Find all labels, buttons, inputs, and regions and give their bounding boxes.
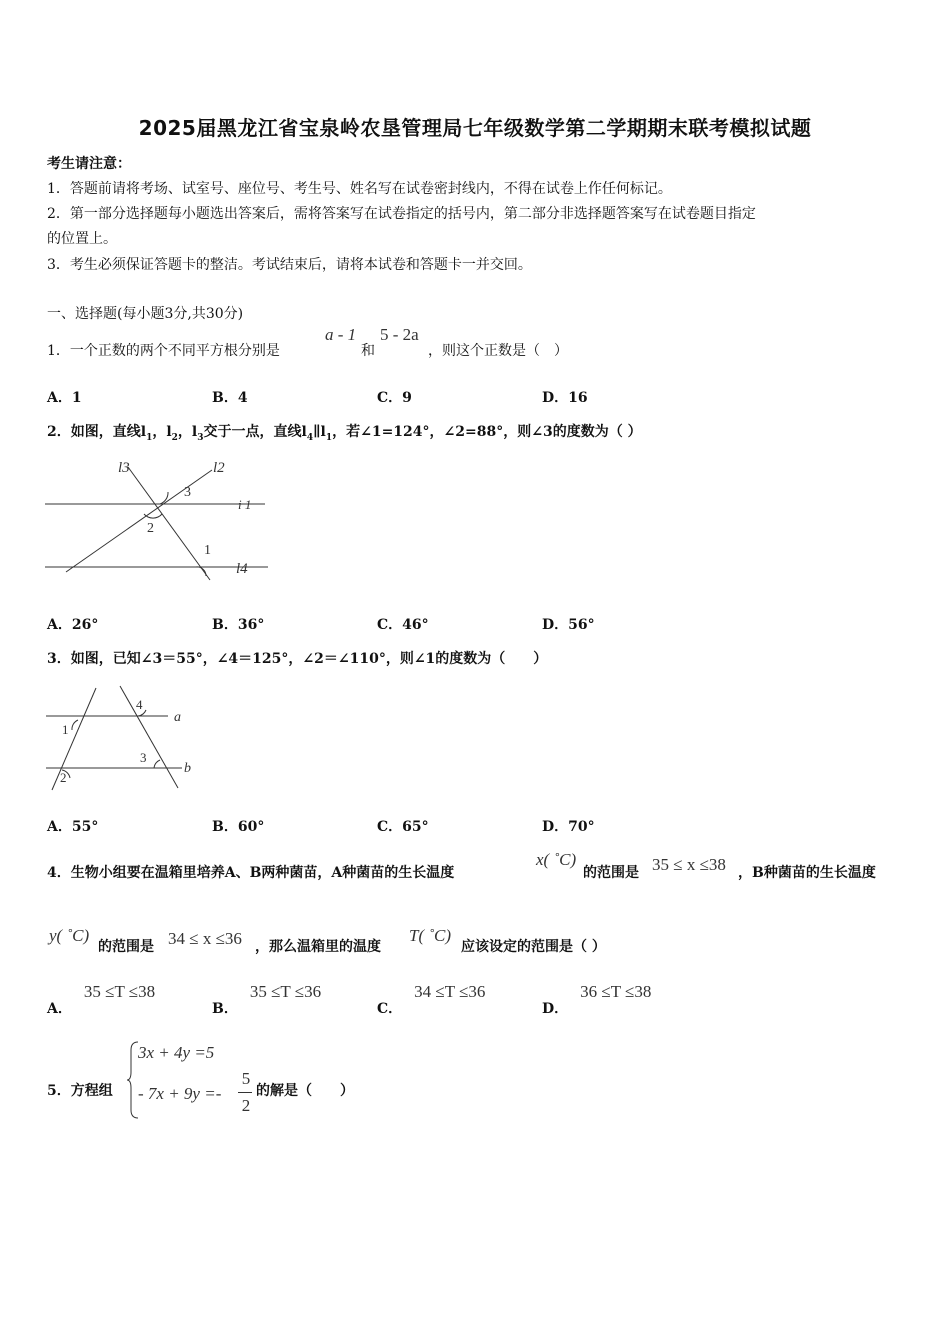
q4-math-x: x( ˚C) xyxy=(536,850,577,869)
angle-1-arc xyxy=(196,567,206,576)
q4-option-a[interactable] xyxy=(47,982,156,1017)
section-heading: 一、选择题(每小题3分,共30分) xyxy=(47,306,244,322)
label-angle-3: 3 xyxy=(140,750,147,765)
notice-item-2-cont: 的位置上。 xyxy=(47,231,117,247)
option-label: C． xyxy=(377,617,403,633)
option-label: A． xyxy=(47,819,72,835)
option-value: 56° xyxy=(568,617,595,633)
q5-fraction-bar xyxy=(238,1092,252,1093)
label-l4: l4 xyxy=(236,561,248,577)
option-value: 35 ≤T ≤36 xyxy=(249,982,322,1001)
q2-stem: 2．如图，直线$l_1$，$l_2$，$l_3$交于一点，直线$l_4\parallel l_1$，若∠1=124°，∠2=88°，则∠3的度数为（ ） xyxy=(47,424,642,443)
q1-stem-suffix: ，则这个正数是（ ） xyxy=(428,343,568,359)
label-angle-4: 4 xyxy=(136,697,143,712)
q3-option-d[interactable] xyxy=(542,816,595,836)
q4-math-range-b: 34 ≤ x ≤36 xyxy=(168,929,242,948)
q5-equation-1: 3x + 4y =5 xyxy=(138,1043,215,1062)
option-value: 70° xyxy=(568,819,595,835)
q4-stem-mid-2: 的范围是 xyxy=(98,939,154,955)
label-angle-2: 2 xyxy=(60,770,67,785)
q2-option-d[interactable] xyxy=(542,614,595,634)
notice-item-3: 3．考生必须保证答题卡的整洁。考试结束后，请将本试卷和答题卡一并交回。 xyxy=(47,257,532,273)
q2-option-c[interactable] xyxy=(377,614,429,634)
q4-stem-suffix-1: ，B种菌苗的生长温度 xyxy=(738,865,876,881)
label-l1: i 1 xyxy=(238,497,252,512)
option-label: C． xyxy=(377,819,403,835)
q4-math-y: y( ˚C) xyxy=(49,926,90,945)
q4-option-c[interactable] xyxy=(377,982,486,1017)
option-label: A． xyxy=(47,1001,72,1017)
q3-option-a[interactable] xyxy=(47,816,98,836)
label-l3: l3 xyxy=(118,460,130,476)
q4-math-t: T( ˚C) xyxy=(409,926,452,945)
option-value: 60° xyxy=(237,819,265,835)
q4-option-b[interactable] xyxy=(212,982,322,1017)
option-label: C． xyxy=(377,390,403,406)
q1-stem-mid: 和 xyxy=(361,343,375,359)
option-value: 16 xyxy=(568,390,588,406)
angle-3-arc xyxy=(154,760,160,768)
option-label: A． xyxy=(47,617,72,633)
q3-stem: 3．如图，已知∠3＝55°，∠4＝125°，∠2＝∠110°，则∠1的度数为（ ） xyxy=(47,651,548,667)
option-value: 36° xyxy=(237,617,265,633)
q4-option-d[interactable] xyxy=(542,982,652,1017)
q2-option-a[interactable] xyxy=(47,614,98,634)
q5-fraction-numerator: 5 xyxy=(241,1069,251,1088)
q4-stem-mid-3: ，那么温箱里的温度 xyxy=(255,939,381,955)
option-label: B． xyxy=(212,819,238,835)
angle-2-arc xyxy=(144,514,162,518)
option-value: 1 xyxy=(71,390,82,406)
q1-math-2: 5 - 2a xyxy=(380,325,419,344)
q3-figure xyxy=(40,680,200,792)
q5-fraction-denominator: 2 xyxy=(241,1096,251,1115)
q1-option-b[interactable] xyxy=(212,387,248,407)
option-label: C． xyxy=(377,1001,403,1017)
option-value: 36 ≤T ≤38 xyxy=(580,982,652,1001)
option-value: 46° xyxy=(402,617,429,633)
option-value: 9 xyxy=(402,390,412,406)
angle-3-arc xyxy=(160,492,168,504)
option-label: A． xyxy=(47,390,72,406)
option-value: 65° xyxy=(402,819,429,835)
q2-option-b[interactable] xyxy=(212,614,264,634)
q4-math-range-a: 35 ≤ x ≤38 xyxy=(652,855,726,874)
option-value: 4 xyxy=(237,390,248,406)
label-l2: l2 xyxy=(213,460,225,476)
label-angle-2: 2 xyxy=(147,521,154,536)
q1-stem-prefix: 1．一个正数的两个不同平方根分别是 xyxy=(47,343,280,359)
option-value: 26° xyxy=(71,617,99,633)
q3-option-b[interactable] xyxy=(212,816,264,836)
transversal-right xyxy=(120,686,178,788)
q1-math-1: a - 1 xyxy=(325,325,357,344)
q4-stem-mid-1: 的范围是 xyxy=(583,865,639,881)
option-label: B． xyxy=(212,617,238,633)
notice-item-1: 1．答题前请将考场、试室号、座位号、考生号、姓名写在试卷密封线内，不得在试卷上作任何标记。 xyxy=(47,181,672,197)
notice-item-2: 2．第一部分选择题每小题选出答案后，需将答案写在试卷指定的括号内，第二部分非选择题答案写在试卷题目指定 xyxy=(47,206,756,222)
q5-stem-suffix: 的解是（ ） xyxy=(256,1083,354,1099)
q5-equation-2: - 7x + 9y =- xyxy=(138,1084,222,1103)
q5-stem-prefix: 5．方程组 xyxy=(47,1083,113,1099)
option-value: 35 ≤T ≤38 xyxy=(83,982,156,1001)
q1-option-c[interactable] xyxy=(377,387,412,407)
option-label: B． xyxy=(212,1001,238,1017)
label-a: a xyxy=(174,710,181,725)
notice-heading: 考生请注意： xyxy=(47,156,131,172)
line-l3 xyxy=(128,467,210,580)
option-value: 34 ≤T ≤36 xyxy=(414,982,486,1001)
q3-option-c[interactable] xyxy=(377,816,429,836)
label-angle-1: 1 xyxy=(204,543,211,558)
option-label: D． xyxy=(542,819,569,835)
option-label: D． xyxy=(542,390,569,406)
q2-figure xyxy=(40,452,270,582)
label-angle-1: 1 xyxy=(62,722,69,737)
option-label: D． xyxy=(542,617,569,633)
transversal-left xyxy=(52,688,96,790)
label-angle-3: 3 xyxy=(184,485,191,500)
option-label: B． xyxy=(212,390,238,406)
page-title: 2025届黑龙江省宝泉岭农垦管理局七年级数学第二学期期末联考模拟试题 xyxy=(138,116,812,140)
q4-stem-prefix: 4．生物小组要在温箱里培养A、B两种菌苗，A种菌苗的生长温度 xyxy=(47,865,455,881)
option-label: D． xyxy=(542,1001,569,1017)
q1-option-a[interactable] xyxy=(47,387,82,407)
label-b: b xyxy=(184,761,191,776)
option-value: 55° xyxy=(71,819,99,835)
q1-option-d[interactable] xyxy=(542,387,588,407)
angle-1-arc xyxy=(72,720,78,730)
q4-stem-suffix-2: 应该设定的范围是（ ） xyxy=(461,939,606,955)
